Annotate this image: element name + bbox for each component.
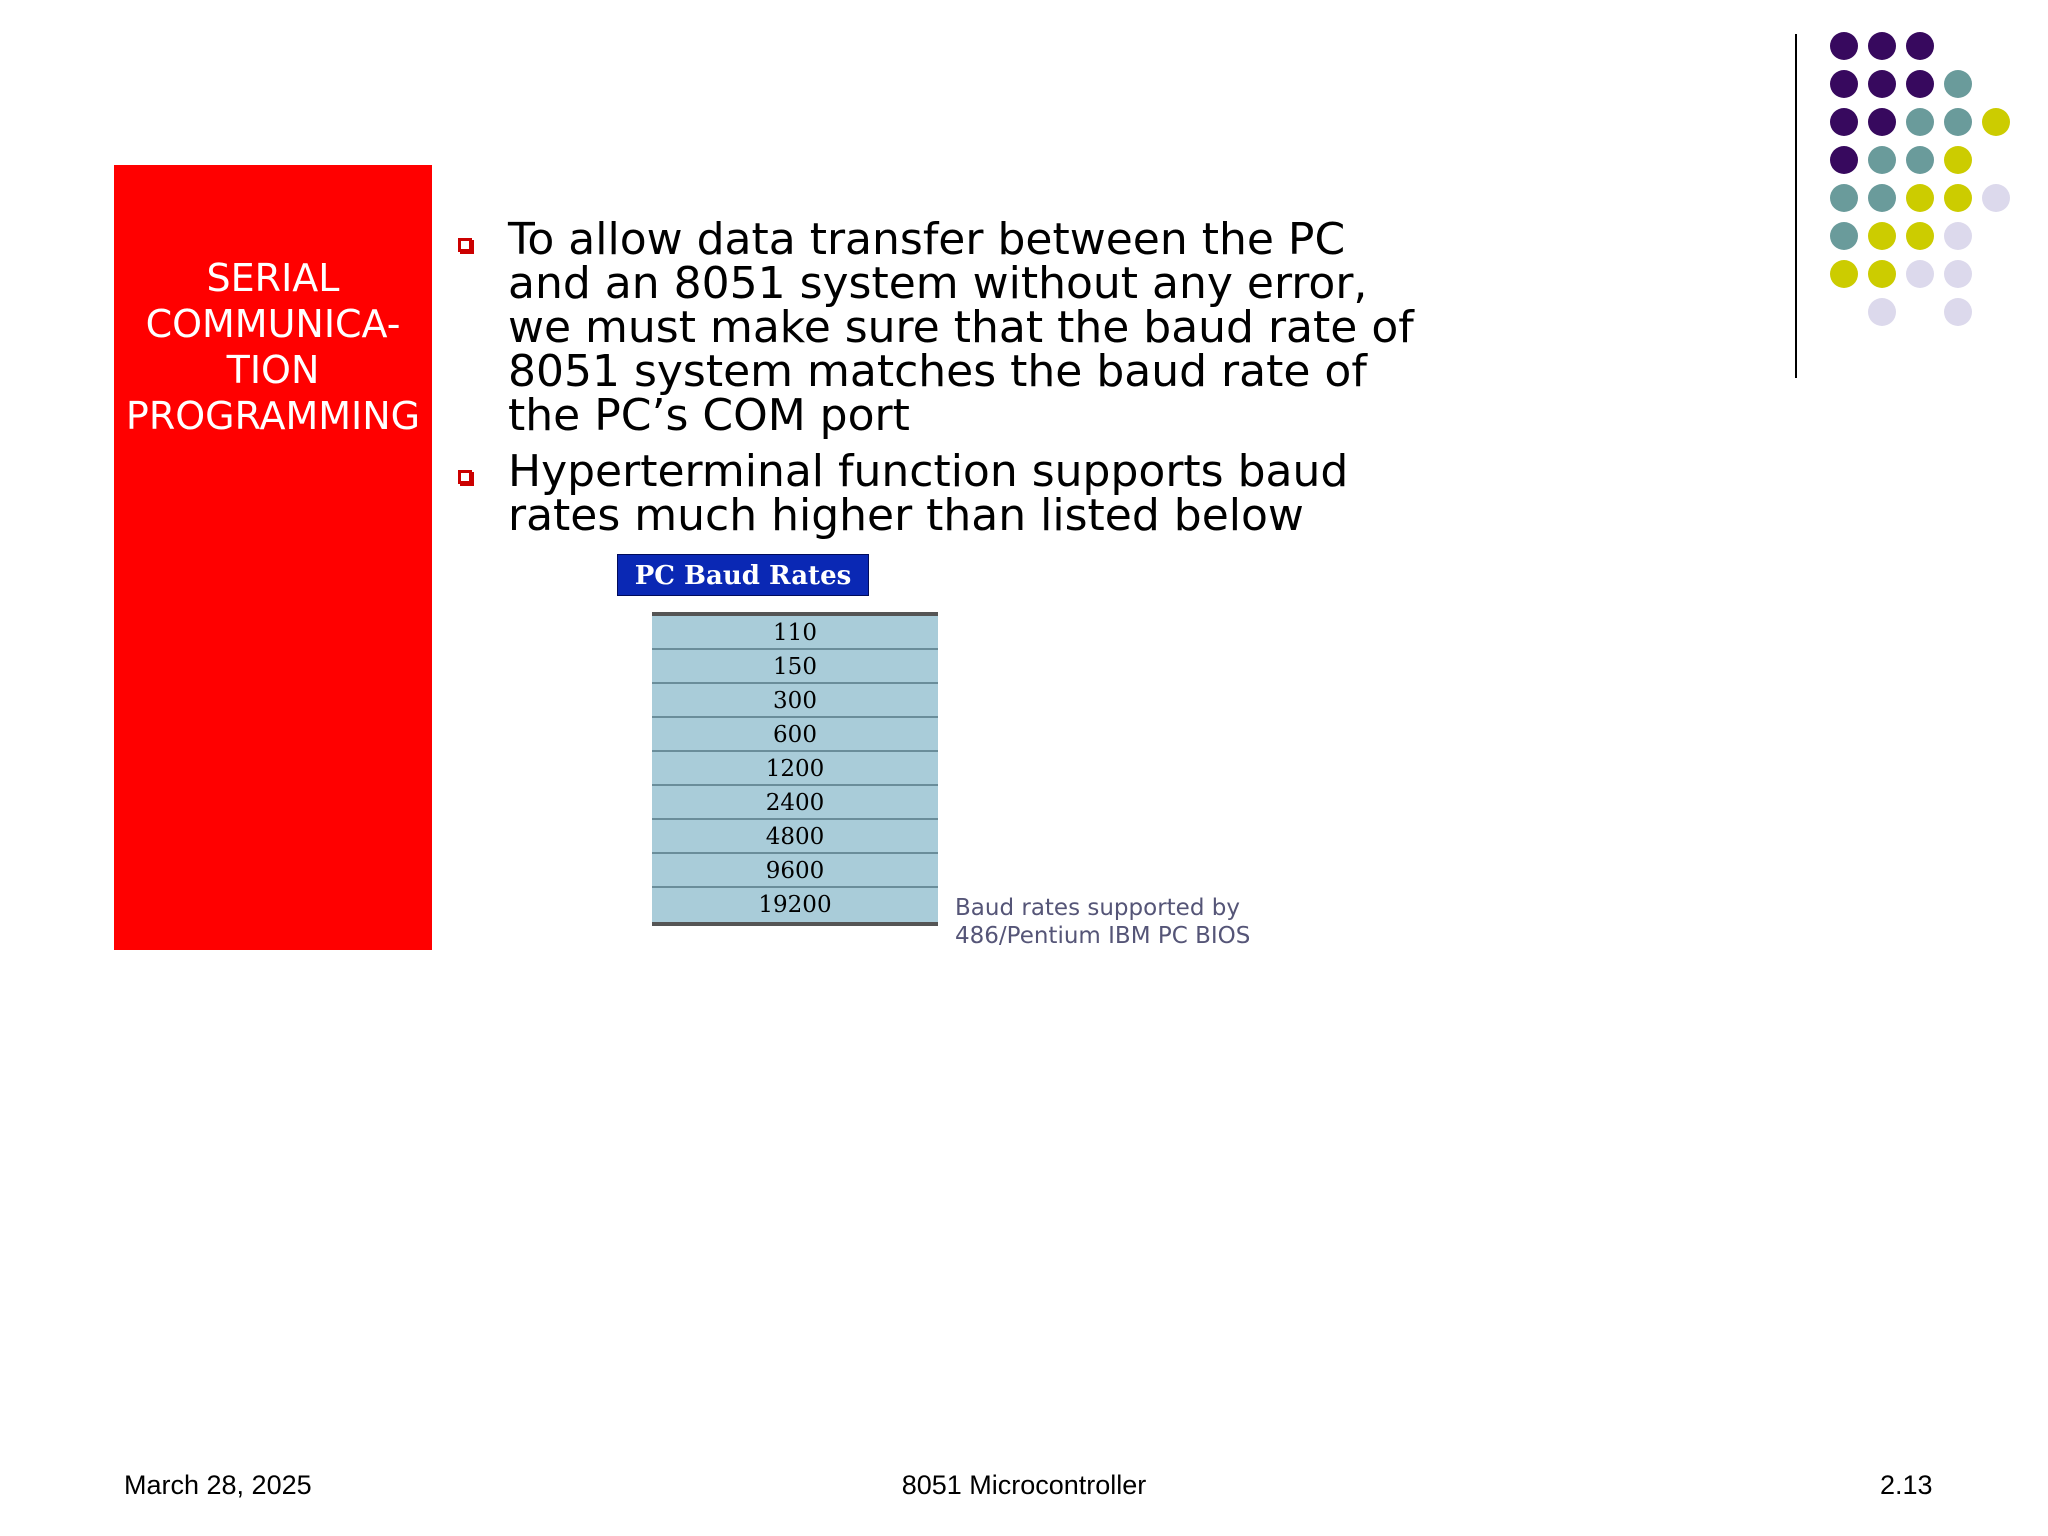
dot-icon [1906, 260, 1934, 288]
bullet-list [456, 214, 1416, 550]
dot-icon [1830, 260, 1858, 288]
dot-icon [1830, 32, 1858, 60]
dot-icon [1944, 146, 1972, 174]
dot-icon [1944, 298, 1972, 326]
footer-title: 8051 Microcontroller [901, 1470, 1147, 1500]
dot-icon [1868, 146, 1896, 174]
dot-icon [1944, 222, 1972, 250]
table-row: 300 [652, 684, 938, 718]
footer-date: March 28, 2025 [124, 1470, 312, 1500]
dot-icon [1868, 32, 1896, 60]
table-row: 600 [652, 718, 938, 752]
table-row: 9600 [652, 854, 938, 888]
dot-icon [1906, 108, 1934, 136]
table-caption: Baud rates supported by 486/Pentium IBM PC BIOS [955, 895, 1251, 949]
dot-icon [1868, 70, 1896, 98]
section-title: SERIAL COMMUNICA- TION PROGRAMMING [125, 256, 421, 438]
table-row: 110 [652, 616, 938, 650]
baud-rate-table [652, 612, 938, 926]
bullet-item [456, 446, 1416, 541]
section-title-panel [114, 165, 432, 950]
square-bullet-icon [458, 470, 472, 484]
dot-icon [1830, 108, 1858, 136]
table-row: 150 [652, 650, 938, 684]
footer-page-number: 2.13 [1880, 1470, 1933, 1500]
dot-icon [1982, 108, 2010, 136]
table-row: 1200 [652, 752, 938, 786]
dot-icon [1868, 108, 1896, 136]
baud-table-title: PC Baud Rates [617, 554, 869, 596]
dot-icon [1906, 222, 1934, 250]
table-row: 4800 [652, 820, 938, 854]
dot-icon [1944, 108, 1972, 136]
table-row: 2400 [652, 786, 938, 820]
dot-icon [1906, 32, 1934, 60]
dot-icon [1906, 70, 1934, 98]
dot-icon [1906, 184, 1934, 212]
dot-icon [1868, 298, 1896, 326]
dot-icon [1944, 184, 1972, 212]
dot-icon [1906, 146, 1934, 174]
table-row: 19200 [652, 888, 938, 922]
dot-icon [1944, 260, 1972, 288]
divider-line [1795, 34, 1797, 378]
dot-icon [1830, 146, 1858, 174]
dot-icon [1868, 222, 1896, 250]
dot-icon [1830, 70, 1858, 98]
square-bullet-icon [458, 238, 472, 252]
dot-icon [1982, 184, 2010, 212]
dot-icon [1868, 184, 1896, 212]
dot-icon [1830, 184, 1858, 212]
bullet-item [456, 214, 1416, 441]
bullet-text: Hyperterminal function supports baud rates much higher than listed below [508, 446, 1349, 541]
dot-icon [1944, 70, 1972, 98]
bullet-text: To allow data transfer between the PC and an 8051 system without any error, we must make sure that the baud rate of 8051 system matches the baud rate of the PC’s COM port [508, 214, 1414, 441]
dot-icon [1868, 260, 1896, 288]
dot-icon [1830, 222, 1858, 250]
